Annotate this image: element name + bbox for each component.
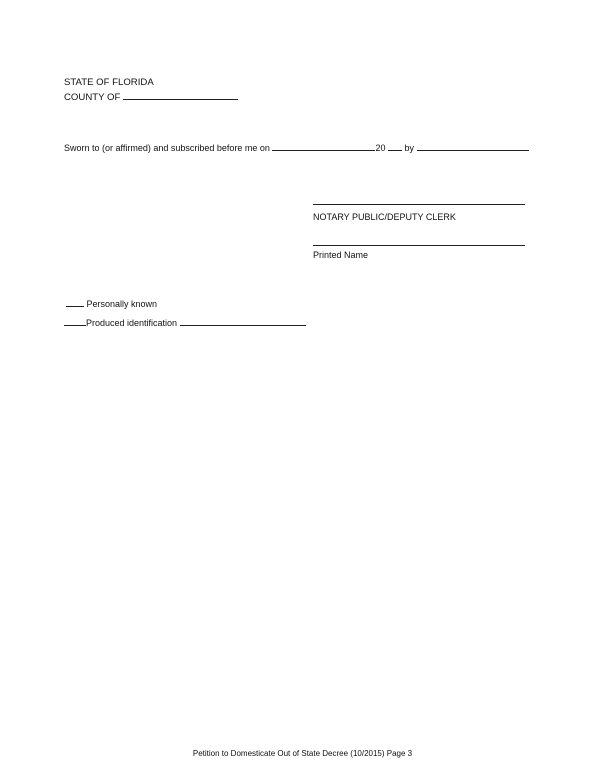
county-line — [64, 90, 238, 104]
affiant-name-blank[interactable] — [417, 141, 529, 151]
produced-identification-label: Produced identification — [86, 318, 178, 328]
personally-known-label: Personally known — [86, 299, 158, 309]
sworn-line — [64, 141, 529, 154]
personally-known-row — [66, 297, 157, 310]
county-label: COUNTY OF — [64, 92, 121, 103]
notary-signature-line[interactable] — [313, 204, 525, 205]
sworn-prefix: Sworn to (or affirmed) and subscribed before me on — [64, 143, 270, 153]
notary-label: NOTARY PUBLIC/DEPUTY CLERK — [313, 212, 456, 222]
state-heading — [64, 77, 154, 89]
year-blank[interactable] — [388, 141, 402, 151]
printed-name-label: Printed Name — [313, 250, 369, 260]
year-prefix: 20 — [375, 143, 386, 153]
county-blank[interactable] — [123, 90, 238, 100]
page-footer: Petition to Domesticate Out of State Decree (10/2015) Page 3 — [192, 749, 413, 758]
state-label: STATE OF FLORIDA — [64, 77, 154, 88]
printed-name-line[interactable] — [313, 245, 525, 246]
produced-identification-row — [64, 316, 306, 329]
date-blank[interactable] — [272, 141, 375, 151]
by-label: by — [404, 143, 415, 153]
personally-known-blank[interactable] — [66, 297, 84, 307]
produced-identification-check-blank[interactable] — [64, 316, 86, 326]
identification-type-blank[interactable] — [180, 316, 306, 326]
